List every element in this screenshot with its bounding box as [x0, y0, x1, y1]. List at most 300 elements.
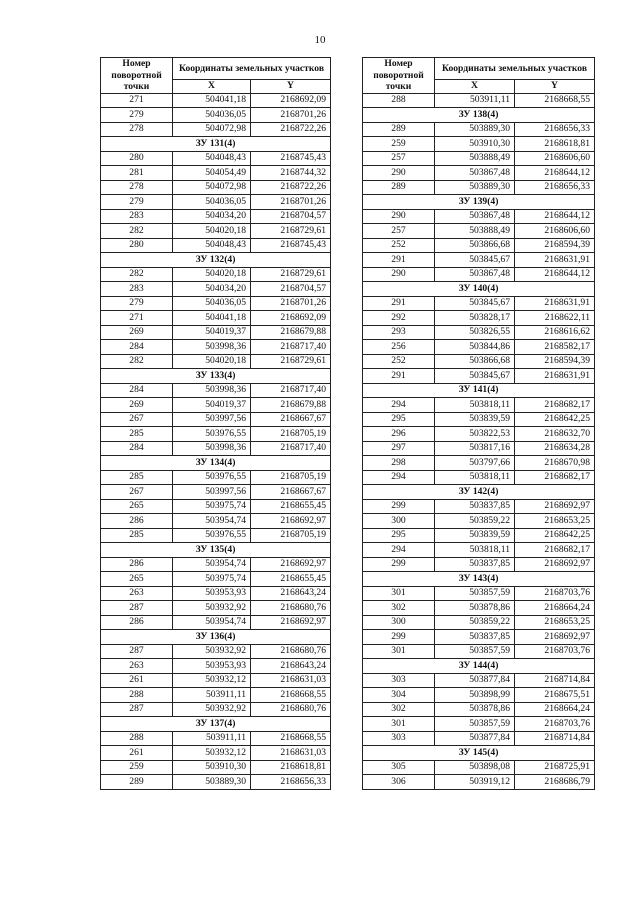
point-number-cell: 285: [101, 528, 173, 543]
table-row: [363, 311, 595, 326]
y-coordinate-cell: 2168668,55: [515, 93, 595, 108]
x-coordinate-cell: 503797,66: [435, 456, 515, 471]
x-coordinate-cell: 503932,92: [173, 702, 251, 717]
y-coordinate-cell: 2168703,76: [515, 717, 595, 732]
x-coordinate-cell: 503976,55: [173, 528, 251, 543]
x-coordinate-cell: 503954,74: [173, 514, 251, 529]
parcel-group-row: [363, 195, 595, 210]
x-coordinate-cell: 503954,74: [173, 557, 251, 572]
y-coordinate-cell: 2168670,98: [515, 456, 595, 471]
point-number-cell: 295: [363, 412, 435, 427]
parcel-group-row: [363, 485, 595, 500]
table-row: [101, 340, 331, 355]
point-number-cell: 259: [101, 760, 173, 775]
y-coordinate-cell: 2168705,19: [251, 528, 331, 543]
parcel-label: ЗУ 142(4): [363, 485, 595, 500]
point-number-cell: 299: [363, 499, 435, 514]
table-body: [101, 93, 331, 789]
y-coordinate-cell: 2168643,24: [251, 659, 331, 674]
point-number-cell: 282: [101, 224, 173, 239]
x-coordinate-cell: 503975,74: [173, 572, 251, 587]
x-coordinate-cell: 503910,30: [435, 137, 515, 152]
point-number-cell: 284: [101, 383, 173, 398]
x-coordinate-cell: 504020,18: [173, 267, 251, 282]
parcel-group-row: [101, 253, 331, 268]
point-number-cell: 304: [363, 688, 435, 703]
x-coordinate-cell: 503845,67: [435, 253, 515, 268]
y-coordinate-cell: 2168644,12: [515, 267, 595, 282]
table-row: [101, 746, 331, 761]
y-coordinate-cell: 2168680,76: [251, 601, 331, 616]
y-coordinate-cell: 2168701,26: [251, 108, 331, 123]
table-row: [363, 238, 595, 253]
point-number-cell: 257: [363, 151, 435, 166]
y-coordinate-cell: 2168682,17: [515, 543, 595, 558]
table-row: [101, 224, 331, 239]
y-coordinate-cell: 2168642,25: [515, 528, 595, 543]
x-coordinate-cell: 503898,08: [435, 760, 515, 775]
point-number-cell: 303: [363, 731, 435, 746]
x-coordinate-cell: 503911,11: [173, 688, 251, 703]
x-coordinate-cell: 503878,86: [435, 601, 515, 616]
point-number-cell: 283: [101, 209, 173, 224]
parcel-label: ЗУ 136(4): [101, 630, 331, 645]
table-row: [101, 470, 331, 485]
x-coordinate-cell: 503839,59: [435, 412, 515, 427]
table-row: [363, 557, 595, 572]
y-coordinate-cell: 2168729,61: [251, 354, 331, 369]
point-number-cell: 286: [101, 514, 173, 529]
y-coordinate-cell: 2168680,76: [251, 644, 331, 659]
y-coordinate-cell: 2168664,24: [515, 702, 595, 717]
y-coordinate-cell: 2168655,45: [251, 572, 331, 587]
y-coordinate-cell: 2168714,84: [515, 731, 595, 746]
x-coordinate-cell: 503857,59: [435, 644, 515, 659]
x-coordinate-cell: 503998,36: [173, 441, 251, 456]
x-coordinate-cell: 503911,11: [173, 731, 251, 746]
point-number-cell: 291: [363, 296, 435, 311]
x-coordinate-cell: 503889,30: [435, 180, 515, 195]
y-coordinate-cell: 2168618,81: [251, 760, 331, 775]
coordinates-table-left: [100, 57, 331, 790]
table-row: [363, 354, 595, 369]
table-row: [101, 514, 331, 529]
x-coordinate-cell: 504034,20: [173, 282, 251, 297]
y-coordinate-cell: 2168644,12: [515, 166, 595, 181]
coordinates-header: Координаты земельных участков: [435, 58, 595, 80]
table-row: [101, 166, 331, 181]
point-number-cell: 294: [363, 543, 435, 558]
table-row: [101, 659, 331, 674]
x-coordinate-cell: 503844,86: [435, 340, 515, 355]
x-coordinate-cell: 503997,56: [173, 412, 251, 427]
table-row: [363, 760, 595, 775]
point-number-cell: 280: [101, 238, 173, 253]
table-row: [363, 514, 595, 529]
x-coordinate-cell: 503866,68: [435, 238, 515, 253]
table-row: [363, 137, 595, 152]
table-row: [363, 601, 595, 616]
parcel-label: ЗУ 145(4): [363, 746, 595, 761]
x-coordinate-cell: 503919,12: [435, 775, 515, 790]
point-number-cell: 294: [363, 470, 435, 485]
table-row: [363, 470, 595, 485]
x-coordinate-cell: 503867,48: [435, 166, 515, 181]
table-row: [363, 340, 595, 355]
table-row: [101, 557, 331, 572]
point-number-cell: 282: [101, 354, 173, 369]
point-number-cell: 265: [101, 499, 173, 514]
table-row: [101, 108, 331, 123]
x-coordinate-cell: 503888,49: [435, 151, 515, 166]
y-coordinate-cell: 2168616,62: [515, 325, 595, 340]
point-number-cell: 271: [101, 93, 173, 108]
y-coordinate-cell: 2168725,91: [515, 760, 595, 775]
point-number-cell: 285: [101, 427, 173, 442]
table-body: [363, 93, 595, 789]
y-coordinate-cell: 2168644,12: [515, 209, 595, 224]
table-row: [363, 441, 595, 456]
y-coordinate-cell: 2168668,55: [251, 731, 331, 746]
table-row: [363, 253, 595, 268]
point-number-cell: 291: [363, 253, 435, 268]
x-coordinate-cell: 503837,85: [435, 557, 515, 572]
table-row: [101, 586, 331, 601]
x-coordinate-cell: 503818,11: [435, 543, 515, 558]
parcel-label: ЗУ 134(4): [101, 456, 331, 471]
x-coordinate-cell: 503932,12: [173, 746, 251, 761]
point-number-cell: 287: [101, 644, 173, 659]
y-coordinate-cell: 2168692,09: [251, 311, 331, 326]
point-number-cell: 278: [101, 122, 173, 137]
table-row: [101, 296, 331, 311]
y-coordinate-cell: 2168606,60: [515, 151, 595, 166]
point-number-cell: 298: [363, 456, 435, 471]
x-coordinate-cell: 504048,43: [173, 238, 251, 253]
y-coordinate-cell: 2168622,11: [515, 311, 595, 326]
coordinates-header: Координаты земельных участков: [173, 58, 331, 80]
y-coordinate-cell: 2168653,25: [515, 514, 595, 529]
point-number-cell: 290: [363, 166, 435, 181]
table-row: [363, 122, 595, 137]
point-number-cell: 293: [363, 325, 435, 340]
point-number-cell: 290: [363, 267, 435, 282]
point-number-header: Номер поворотной точки: [101, 58, 173, 94]
point-number-cell: 263: [101, 659, 173, 674]
parcel-label: ЗУ 139(4): [363, 195, 595, 210]
point-number-cell: 287: [101, 702, 173, 717]
point-number-cell: 284: [101, 340, 173, 355]
point-number-header: Номер поворотной точки: [363, 58, 435, 94]
parcel-label: ЗУ 133(4): [101, 369, 331, 384]
x-coordinate-cell: 503976,55: [173, 470, 251, 485]
x-coordinate-cell: 503932,12: [173, 673, 251, 688]
x-coordinate-cell: 504036,05: [173, 296, 251, 311]
page-number: 10: [314, 34, 326, 46]
point-number-cell: 301: [363, 586, 435, 601]
point-number-cell: 267: [101, 485, 173, 500]
y-coordinate-cell: 2168594,39: [515, 238, 595, 253]
x-coordinate-cell: 503867,48: [435, 267, 515, 282]
y-coordinate-cell: 2168655,45: [251, 499, 331, 514]
point-number-cell: 299: [363, 557, 435, 572]
x-coordinate-cell: 503826,55: [435, 325, 515, 340]
x-coordinate-cell: 503877,84: [435, 673, 515, 688]
y-coordinate-cell: 2168703,76: [515, 644, 595, 659]
y-coordinate-cell: 2168703,76: [515, 586, 595, 601]
point-number-cell: 271: [101, 311, 173, 326]
parcel-group-row: [101, 369, 331, 384]
x-coordinate-cell: 503976,55: [173, 427, 251, 442]
table-row: [363, 673, 595, 688]
point-number-cell: 297: [363, 441, 435, 456]
table-row: [363, 209, 595, 224]
table-row: [101, 673, 331, 688]
point-number-cell: 288: [101, 688, 173, 703]
y-header: Y: [251, 79, 331, 93]
parcel-group-row: [363, 383, 595, 398]
x-coordinate-cell: 504072,98: [173, 180, 251, 195]
point-number-cell: 286: [101, 557, 173, 572]
x-coordinate-cell: 503857,59: [435, 717, 515, 732]
table-row: [101, 615, 331, 630]
y-coordinate-cell: 2168631,03: [251, 673, 331, 688]
table-row: [363, 702, 595, 717]
x-coordinate-cell: 503998,36: [173, 383, 251, 398]
y-coordinate-cell: 2168717,40: [251, 383, 331, 398]
x-coordinate-cell: 504041,18: [173, 311, 251, 326]
point-number-cell: 294: [363, 398, 435, 413]
y-coordinate-cell: 2168582,17: [515, 340, 595, 355]
table-row: [101, 688, 331, 703]
table-row: [363, 166, 595, 181]
point-number-cell: 281: [101, 166, 173, 181]
x-coordinate-cell: 503932,92: [173, 601, 251, 616]
x-coordinate-cell: 504036,05: [173, 195, 251, 210]
y-coordinate-cell: 2168631,03: [251, 746, 331, 761]
table-row: [363, 731, 595, 746]
y-coordinate-cell: 2168701,26: [251, 296, 331, 311]
y-coordinate-cell: 2168682,17: [515, 470, 595, 485]
x-coordinate-cell: 504036,05: [173, 108, 251, 123]
y-coordinate-cell: 2168618,81: [515, 137, 595, 152]
table-row: [101, 180, 331, 195]
parcel-label: ЗУ 140(4): [363, 282, 595, 297]
x-coordinate-cell: 503817,16: [435, 441, 515, 456]
point-number-cell: 288: [363, 93, 435, 108]
table-row: [101, 441, 331, 456]
x-coordinate-cell: 503837,85: [435, 630, 515, 645]
y-coordinate-cell: 2168606,60: [515, 224, 595, 239]
point-number-cell: 291: [363, 369, 435, 384]
table-row: [363, 456, 595, 471]
point-number-cell: 302: [363, 702, 435, 717]
y-coordinate-cell: 2168664,24: [515, 601, 595, 616]
x-coordinate-cell: 503867,48: [435, 209, 515, 224]
y-coordinate-cell: 2168704,57: [251, 282, 331, 297]
point-number-cell: 263: [101, 586, 173, 601]
table-row: [101, 398, 331, 413]
x-coordinate-cell: 504019,37: [173, 325, 251, 340]
table-row: [363, 688, 595, 703]
table-row: [363, 630, 595, 645]
point-number-cell: 300: [363, 615, 435, 630]
y-coordinate-cell: 2168729,61: [251, 224, 331, 239]
table-row: [101, 644, 331, 659]
y-coordinate-cell: 2168705,19: [251, 427, 331, 442]
x-coordinate-cell: 503997,56: [173, 485, 251, 500]
table-row: [101, 325, 331, 340]
table-row: [363, 644, 595, 659]
coordinates-table-right: [362, 57, 595, 790]
parcel-label: ЗУ 138(4): [363, 108, 595, 123]
y-coordinate-cell: 2168701,26: [251, 195, 331, 210]
x-coordinate-cell: 504020,18: [173, 224, 251, 239]
y-coordinate-cell: 2168705,19: [251, 470, 331, 485]
point-number-cell: 302: [363, 601, 435, 616]
point-number-cell: 305: [363, 760, 435, 775]
x-coordinate-cell: 504054,49: [173, 166, 251, 181]
y-coordinate-cell: 2168667,67: [251, 412, 331, 427]
point-number-cell: 289: [363, 180, 435, 195]
table-row: [101, 528, 331, 543]
y-coordinate-cell: 2168692,97: [251, 514, 331, 529]
y-coordinate-cell: 2168667,67: [251, 485, 331, 500]
table-row: [363, 296, 595, 311]
table-row: [101, 122, 331, 137]
x-coordinate-cell: 503953,93: [173, 586, 251, 601]
table-row: [101, 427, 331, 442]
table-row: [101, 209, 331, 224]
x-coordinate-cell: 504041,18: [173, 93, 251, 108]
point-number-cell: 261: [101, 746, 173, 761]
point-number-cell: 296: [363, 427, 435, 442]
x-coordinate-cell: 503839,59: [435, 528, 515, 543]
y-coordinate-cell: 2168692,97: [515, 499, 595, 514]
table-row: [101, 93, 331, 108]
x-coordinate-cell: 503888,49: [435, 224, 515, 239]
parcel-label: ЗУ 131(4): [101, 137, 331, 152]
point-number-cell: 269: [101, 325, 173, 340]
point-number-cell: 252: [363, 354, 435, 369]
table-row: [363, 398, 595, 413]
table-row: [101, 601, 331, 616]
y-coordinate-cell: 2168722,26: [251, 122, 331, 137]
point-number-cell: 288: [101, 731, 173, 746]
table-row: [363, 93, 595, 108]
y-coordinate-cell: 2168686,79: [515, 775, 595, 790]
parcel-group-row: [363, 282, 595, 297]
y-coordinate-cell: 2168632,70: [515, 427, 595, 442]
table-row: [101, 731, 331, 746]
x-coordinate-cell: 504019,37: [173, 398, 251, 413]
point-number-cell: 279: [101, 195, 173, 210]
point-number-cell: 259: [363, 137, 435, 152]
point-number-cell: 280: [101, 151, 173, 166]
table-row: [101, 412, 331, 427]
x-coordinate-cell: 503859,22: [435, 514, 515, 529]
point-number-cell: 279: [101, 296, 173, 311]
table-row: [101, 267, 331, 282]
x-header: X: [435, 79, 515, 93]
point-number-cell: 282: [101, 267, 173, 282]
x-coordinate-cell: 503975,74: [173, 499, 251, 514]
y-coordinate-cell: 2168643,24: [251, 586, 331, 601]
x-coordinate-cell: 503878,86: [435, 702, 515, 717]
point-number-cell: 301: [363, 644, 435, 659]
table-row: [101, 702, 331, 717]
table-row: [101, 354, 331, 369]
x-coordinate-cell: 503889,30: [435, 122, 515, 137]
table-row: [101, 311, 331, 326]
parcel-group-row: [101, 543, 331, 558]
table-row: [101, 238, 331, 253]
table-row: [363, 543, 595, 558]
table-row: [363, 717, 595, 732]
y-coordinate-cell: 2168692,97: [515, 630, 595, 645]
x-coordinate-cell: 503866,68: [435, 354, 515, 369]
y-coordinate-cell: 2168631,91: [515, 369, 595, 384]
table-row: [363, 412, 595, 427]
table-row: [363, 267, 595, 282]
x-coordinate-cell: 504020,18: [173, 354, 251, 369]
x-coordinate-cell: 503837,85: [435, 499, 515, 514]
point-number-cell: 257: [363, 224, 435, 239]
table-row: [363, 499, 595, 514]
y-coordinate-cell: 2168745,43: [251, 238, 331, 253]
y-coordinate-cell: 2168717,40: [251, 340, 331, 355]
point-number-cell: 299: [363, 630, 435, 645]
point-number-cell: 287: [101, 601, 173, 616]
y-coordinate-cell: 2168656,33: [251, 775, 331, 790]
x-coordinate-cell: 503954,74: [173, 615, 251, 630]
table-row: [101, 572, 331, 587]
y-coordinate-cell: 2168679,88: [251, 325, 331, 340]
x-coordinate-cell: 503889,30: [173, 775, 251, 790]
table-row: [101, 383, 331, 398]
x-coordinate-cell: 503859,22: [435, 615, 515, 630]
point-number-cell: 295: [363, 528, 435, 543]
parcel-group-row: [363, 108, 595, 123]
y-coordinate-cell: 2168656,33: [515, 122, 595, 137]
y-coordinate-cell: 2168594,39: [515, 354, 595, 369]
parcel-group-row: [101, 630, 331, 645]
x-coordinate-cell: 503822,53: [435, 427, 515, 442]
y-coordinate-cell: 2168717,40: [251, 441, 331, 456]
point-number-cell: 267: [101, 412, 173, 427]
y-header: Y: [515, 79, 595, 93]
parcel-label: ЗУ 143(4): [363, 572, 595, 587]
y-coordinate-cell: 2168682,17: [515, 398, 595, 413]
point-number-cell: 283: [101, 282, 173, 297]
y-coordinate-cell: 2168744,32: [251, 166, 331, 181]
x-coordinate-cell: 503910,30: [173, 760, 251, 775]
point-number-cell: 279: [101, 108, 173, 123]
table-row: [101, 499, 331, 514]
parcel-group-row: [363, 572, 595, 587]
point-number-cell: 292: [363, 311, 435, 326]
y-coordinate-cell: 2168631,91: [515, 253, 595, 268]
x-coordinate-cell: 503818,11: [435, 398, 515, 413]
x-coordinate-cell: 504034,20: [173, 209, 251, 224]
x-coordinate-cell: 503877,84: [435, 731, 515, 746]
table-row: [363, 586, 595, 601]
x-coordinate-cell: 503845,67: [435, 296, 515, 311]
table-row: [101, 760, 331, 775]
point-number-cell: 290: [363, 209, 435, 224]
x-coordinate-cell: 503828,17: [435, 311, 515, 326]
y-coordinate-cell: 2168692,97: [251, 557, 331, 572]
